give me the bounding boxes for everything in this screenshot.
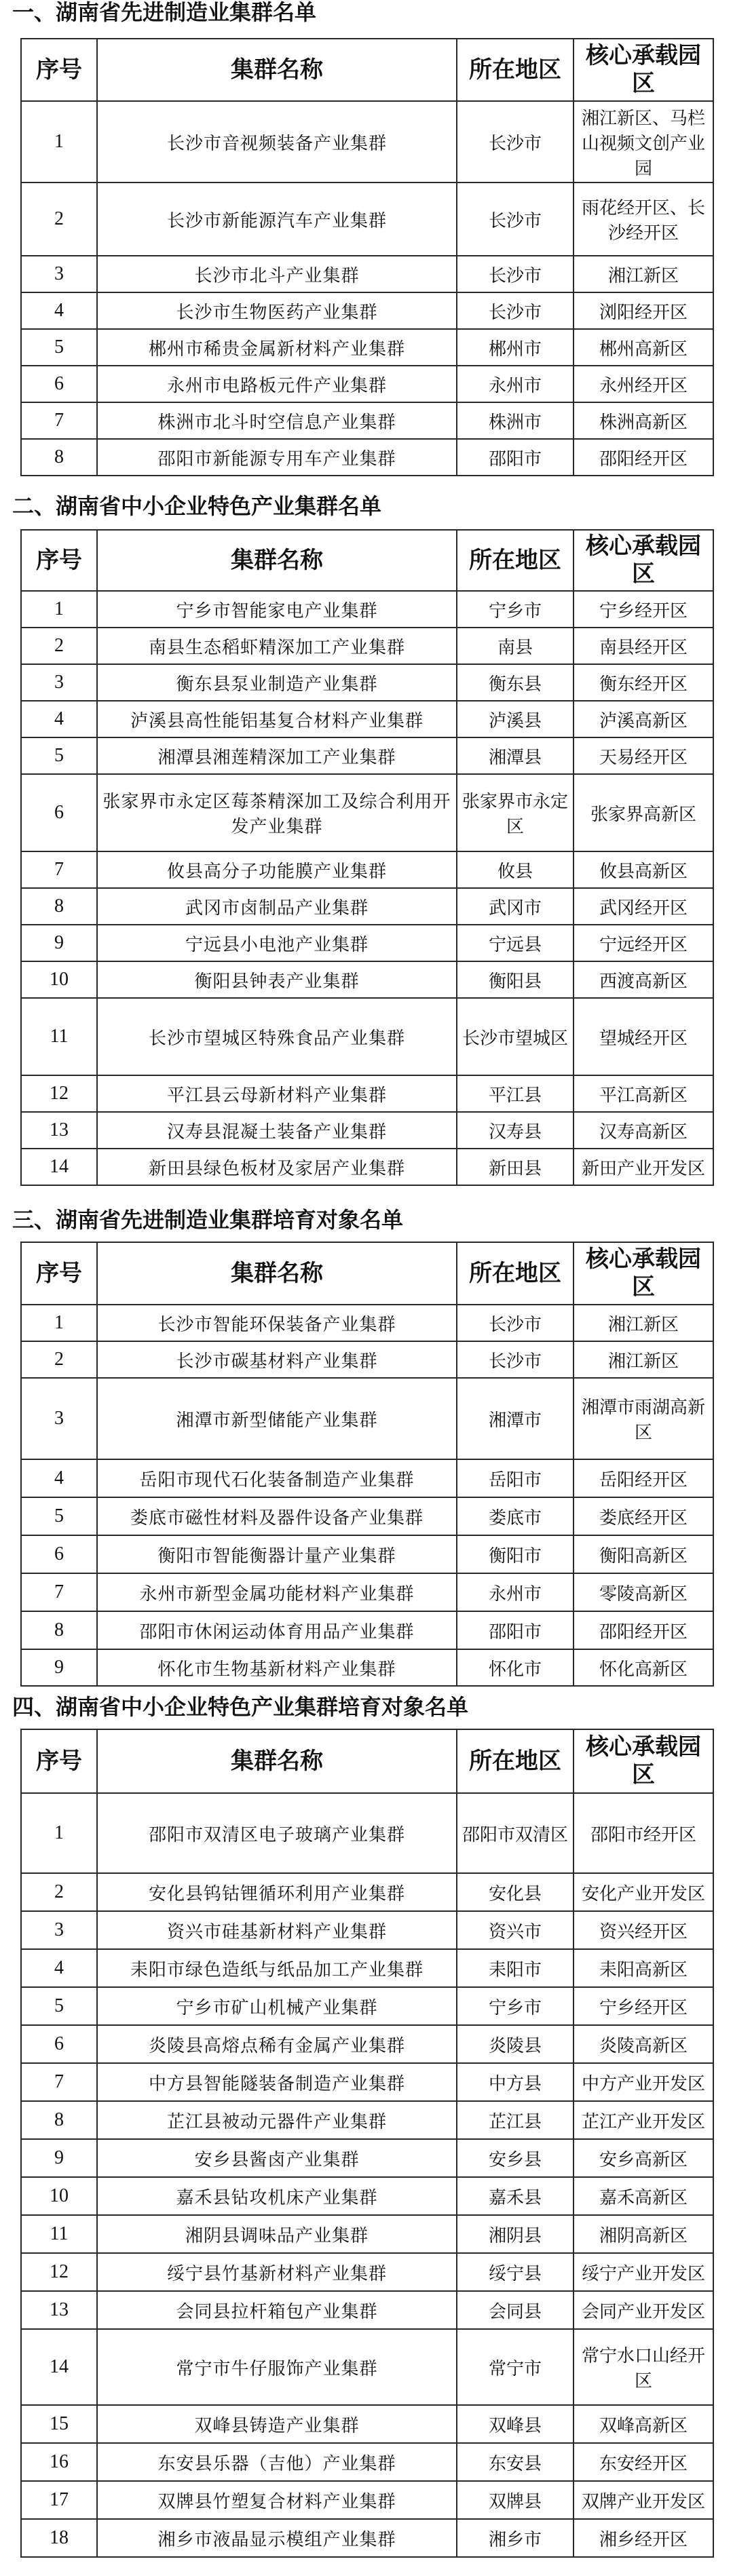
row-park: 常宁水口山经开区 bbox=[574, 2329, 713, 2405]
row-seq: 6 bbox=[21, 2025, 97, 2063]
row-seq: 16 bbox=[21, 2443, 97, 2481]
row-name: 长沙市生物医药产业集群 bbox=[97, 292, 457, 329]
row-seq: 13 bbox=[21, 1112, 97, 1149]
row-name: 新田县绿色板材及家居产业集群 bbox=[97, 1149, 457, 1185]
header-name: 集群名称 bbox=[97, 1729, 457, 1793]
row-seq: 4 bbox=[21, 701, 97, 737]
row-name: 邵阳市新能源专用车产业集群 bbox=[97, 439, 457, 476]
row-name: 双峰县铸造产业集群 bbox=[97, 2405, 457, 2443]
table-row bbox=[21, 2177, 713, 2215]
row-seq: 2 bbox=[21, 1873, 97, 1911]
row-region: 双牌县 bbox=[457, 2481, 574, 2519]
row-name: 衡阳县钟表产业集群 bbox=[97, 961, 457, 998]
row-name: 东安县乐器（吉他）产业集群 bbox=[97, 2443, 457, 2481]
row-seq: 3 bbox=[21, 1911, 97, 1949]
row-region: 会同县 bbox=[457, 2291, 574, 2329]
row-region: 邵阳市 bbox=[457, 439, 574, 476]
table-row bbox=[21, 2063, 713, 2101]
table-row bbox=[21, 2215, 713, 2253]
cluster-table bbox=[20, 1242, 714, 1687]
row-seq: 6 bbox=[21, 366, 97, 402]
row-name: 邵阳市双清区电子玻璃产业集群 bbox=[97, 1793, 457, 1873]
row-name: 永州市新型金属功能材料产业集群 bbox=[97, 1573, 457, 1611]
row-name: 安乡县酱卤产业集群 bbox=[97, 2139, 457, 2177]
table-row bbox=[21, 1793, 713, 1873]
row-seq: 7 bbox=[21, 851, 97, 888]
row-name: 炎陵县高熔点稀有金属产业集群 bbox=[97, 2025, 457, 2063]
row-seq: 8 bbox=[21, 888, 97, 925]
table-row bbox=[21, 402, 713, 439]
row-name: 衡东县泵业制造产业集群 bbox=[97, 664, 457, 701]
row-region: 长沙市 bbox=[457, 1305, 574, 1341]
row-park: 雨花经开区、长沙经开区 bbox=[574, 182, 713, 256]
row-name: 武冈市卤制品产业集群 bbox=[97, 888, 457, 925]
cluster-table bbox=[20, 529, 714, 1186]
row-park: 汉寿高新区 bbox=[574, 1112, 713, 1149]
row-seq: 13 bbox=[21, 2291, 97, 2329]
row-park: 绥宁产业开发区 bbox=[574, 2253, 713, 2291]
row-park: 湘江新区 bbox=[574, 1305, 713, 1341]
row-name: 长沙市音视频装备产业集群 bbox=[97, 101, 457, 182]
row-seq: 1 bbox=[21, 591, 97, 628]
row-region: 永州市 bbox=[457, 1573, 574, 1611]
table-row bbox=[21, 1649, 713, 1686]
table-row bbox=[21, 1075, 713, 1112]
row-name: 岳阳市现代石化装备制造产业集群 bbox=[97, 1459, 457, 1497]
table-row bbox=[21, 1573, 713, 1611]
row-region: 耒阳市 bbox=[457, 1949, 574, 1987]
table-row bbox=[21, 182, 713, 256]
row-region: 长沙市 bbox=[457, 256, 574, 292]
row-park: 芷江产业开发区 bbox=[574, 2101, 713, 2139]
row-name: 安化县钨钴锂循环利用产业集群 bbox=[97, 1873, 457, 1911]
row-seq: 3 bbox=[21, 664, 97, 701]
row-region: 武冈市 bbox=[457, 888, 574, 925]
row-region: 娄底市 bbox=[457, 1497, 574, 1535]
row-seq: 9 bbox=[21, 1649, 97, 1686]
row-region: 绥宁县 bbox=[457, 2253, 574, 2291]
row-park: 湘阴高新区 bbox=[574, 2215, 713, 2253]
row-park: 新田产业开发区 bbox=[574, 1149, 713, 1185]
row-region: 岳阳市 bbox=[457, 1459, 574, 1497]
row-name: 湘乡市液晶显示模组产业集群 bbox=[97, 2519, 457, 2557]
row-seq: 1 bbox=[21, 1305, 97, 1341]
row-name: 嘉禾县钻攻机床产业集群 bbox=[97, 2177, 457, 2215]
row-seq: 5 bbox=[21, 737, 97, 774]
table-row bbox=[21, 925, 713, 961]
row-name: 株洲市北斗时空信息产业集群 bbox=[97, 402, 457, 439]
row-region: 宁乡市 bbox=[457, 1987, 574, 2025]
header-seq: 序号 bbox=[21, 1729, 97, 1793]
cluster-table bbox=[20, 1729, 714, 2558]
row-park: 衡东经开区 bbox=[574, 664, 713, 701]
cluster-table bbox=[20, 38, 714, 476]
row-name: 泸溪县高性能铝基复合材料产业集群 bbox=[97, 701, 457, 737]
row-park: 邵阳经开区 bbox=[574, 1611, 713, 1649]
header-name: 集群名称 bbox=[97, 39, 457, 101]
row-park: 浏阳经开区 bbox=[574, 292, 713, 329]
row-seq: 14 bbox=[21, 1149, 97, 1185]
row-seq: 11 bbox=[21, 998, 97, 1075]
row-seq: 5 bbox=[21, 1497, 97, 1535]
header-region: 所在地区 bbox=[457, 39, 574, 101]
row-seq: 7 bbox=[21, 2063, 97, 2101]
row-seq: 2 bbox=[21, 1341, 97, 1378]
row-seq: 2 bbox=[21, 182, 97, 256]
row-region: 新田县 bbox=[457, 1149, 574, 1185]
row-park: 双牌产业开发区 bbox=[574, 2481, 713, 2519]
row-seq: 12 bbox=[21, 1075, 97, 1112]
row-park: 湘乡经开区 bbox=[574, 2519, 713, 2557]
row-park: 湘江新区 bbox=[574, 1341, 713, 1378]
row-seq: 10 bbox=[21, 961, 97, 998]
row-region: 资兴市 bbox=[457, 1911, 574, 1949]
table-row bbox=[21, 628, 713, 664]
row-name: 南县生态稻虾精深加工产业集群 bbox=[97, 628, 457, 664]
row-region: 邵阳市 bbox=[457, 1611, 574, 1649]
table-row bbox=[21, 961, 713, 998]
row-region: 衡阳县 bbox=[457, 961, 574, 998]
row-name: 湘阴县调味品产业集群 bbox=[97, 2215, 457, 2253]
table-row bbox=[21, 2291, 713, 2329]
header-park: 核心承载园区 bbox=[574, 39, 713, 101]
row-park: 宁乡经开区 bbox=[574, 1987, 713, 2025]
row-park: 永州经开区 bbox=[574, 366, 713, 402]
header-seq: 序号 bbox=[21, 1242, 97, 1305]
row-seq: 18 bbox=[21, 2519, 97, 2557]
row-name: 怀化市生物基新材料产业集群 bbox=[97, 1649, 457, 1686]
row-park: 岳阳经开区 bbox=[574, 1459, 713, 1497]
section-title: 三、湖南省先进制造业集群培育对象名单 bbox=[12, 1207, 404, 1233]
table-row bbox=[21, 1911, 713, 1949]
row-name: 湘潭县湘莲精深加工产业集群 bbox=[97, 737, 457, 774]
row-name: 宁乡市智能家电产业集群 bbox=[97, 591, 457, 628]
row-seq: 5 bbox=[21, 329, 97, 366]
row-region: 南县 bbox=[457, 628, 574, 664]
row-seq: 9 bbox=[21, 2139, 97, 2177]
row-region: 永州市 bbox=[457, 366, 574, 402]
table-row bbox=[21, 591, 713, 628]
row-seq: 11 bbox=[21, 2215, 97, 2253]
table-row bbox=[21, 2139, 713, 2177]
row-park: 株洲高新区 bbox=[574, 402, 713, 439]
header-park: 核心承载园区 bbox=[574, 1242, 713, 1305]
row-name: 邵阳市休闲运动体育用品产业集群 bbox=[97, 1611, 457, 1649]
header-region: 所在地区 bbox=[457, 1242, 574, 1305]
table-row bbox=[21, 2443, 713, 2481]
row-name: 绥宁县竹基新材料产业集群 bbox=[97, 2253, 457, 2291]
row-park: 湘江新区、马栏山视频文创产业园 bbox=[574, 101, 713, 182]
row-region: 张家界市永定区 bbox=[457, 774, 574, 851]
row-seq: 1 bbox=[21, 101, 97, 182]
row-park: 望城经开区 bbox=[574, 998, 713, 1075]
row-name: 张家界市永定区莓茶精深加工及综合利用开发产业集群 bbox=[97, 774, 457, 851]
row-park: 嘉禾高新区 bbox=[574, 2177, 713, 2215]
row-region: 邵阳市双清区 bbox=[457, 1793, 574, 1873]
row-park: 西渡高新区 bbox=[574, 961, 713, 998]
row-park: 邵阳市经开区 bbox=[574, 1793, 713, 1873]
row-seq: 3 bbox=[21, 256, 97, 292]
row-seq: 17 bbox=[21, 2481, 97, 2519]
row-park: 东安经开区 bbox=[574, 2443, 713, 2481]
row-park: 南县经开区 bbox=[574, 628, 713, 664]
row-seq: 10 bbox=[21, 2177, 97, 2215]
table-row bbox=[21, 101, 713, 182]
row-seq: 8 bbox=[21, 2101, 97, 2139]
table-row bbox=[21, 292, 713, 329]
row-region: 郴州市 bbox=[457, 329, 574, 366]
row-name: 会同县拉杆箱包产业集群 bbox=[97, 2291, 457, 2329]
row-seq: 8 bbox=[21, 1611, 97, 1649]
header-park: 核心承载园区 bbox=[574, 530, 713, 591]
table-row bbox=[21, 1378, 713, 1459]
row-region: 东安县 bbox=[457, 2443, 574, 2481]
row-park: 天易经开区 bbox=[574, 737, 713, 774]
row-park: 资兴经开区 bbox=[574, 1911, 713, 1949]
row-park: 郴州高新区 bbox=[574, 329, 713, 366]
row-name: 郴州市稀贵金属新材料产业集群 bbox=[97, 329, 457, 366]
row-region: 长沙市望城区 bbox=[457, 998, 574, 1075]
row-region: 湘阴县 bbox=[457, 2215, 574, 2253]
row-park: 怀化高新区 bbox=[574, 1649, 713, 1686]
row-region: 宁乡市 bbox=[457, 591, 574, 628]
row-park: 耒阳高新区 bbox=[574, 1949, 713, 1987]
header-region: 所在地区 bbox=[457, 1729, 574, 1793]
row-region: 汉寿县 bbox=[457, 1112, 574, 1149]
header-name: 集群名称 bbox=[97, 1242, 457, 1305]
row-seq: 2 bbox=[21, 628, 97, 664]
row-seq: 4 bbox=[21, 1459, 97, 1497]
row-region: 长沙市 bbox=[457, 182, 574, 256]
row-name: 长沙市北斗产业集群 bbox=[97, 256, 457, 292]
row-name: 长沙市智能环保装备产业集群 bbox=[97, 1305, 457, 1341]
row-region: 湘乡市 bbox=[457, 2519, 574, 2557]
row-park: 平江高新区 bbox=[574, 1075, 713, 1112]
row-region: 安乡县 bbox=[457, 2139, 574, 2177]
row-region: 湘潭市 bbox=[457, 1378, 574, 1459]
row-park: 安乡高新区 bbox=[574, 2139, 713, 2177]
row-name: 平江县云母新材料产业集群 bbox=[97, 1075, 457, 1112]
row-park: 会同产业开发区 bbox=[574, 2291, 713, 2329]
row-seq: 9 bbox=[21, 925, 97, 961]
table-row bbox=[21, 2519, 713, 2557]
table-row bbox=[21, 2101, 713, 2139]
table-row bbox=[21, 1611, 713, 1649]
table-row bbox=[21, 1459, 713, 1497]
header-name: 集群名称 bbox=[97, 530, 457, 591]
header-region: 所在地区 bbox=[457, 530, 574, 591]
row-park: 双峰高新区 bbox=[574, 2405, 713, 2443]
row-park: 武冈经开区 bbox=[574, 888, 713, 925]
row-name: 娄底市磁性材料及器件设备产业集群 bbox=[97, 1497, 457, 1535]
table-row bbox=[21, 329, 713, 366]
row-seq: 7 bbox=[21, 402, 97, 439]
row-region: 中方县 bbox=[457, 2063, 574, 2101]
section-title: 一、湖南省先进制造业集群名单 bbox=[12, 0, 317, 25]
row-name: 耒阳市绿色造纸与纸品加工产业集群 bbox=[97, 1949, 457, 1987]
section-title: 四、湖南省中小企业特色产业集群培育对象名单 bbox=[12, 1694, 469, 1720]
table-row bbox=[21, 664, 713, 701]
table-row bbox=[21, 439, 713, 476]
row-name: 衡阳市智能衡器计量产业集群 bbox=[97, 1535, 457, 1573]
row-seq: 12 bbox=[21, 2253, 97, 2291]
table-row bbox=[21, 2481, 713, 2519]
table-row bbox=[21, 1535, 713, 1573]
row-seq: 14 bbox=[21, 2329, 97, 2405]
row-name: 双牌县竹塑复合材料产业集群 bbox=[97, 2481, 457, 2519]
row-region: 双峰县 bbox=[457, 2405, 574, 2443]
row-park: 张家界高新区 bbox=[574, 774, 713, 851]
row-name: 常宁市牛仔服饰产业集群 bbox=[97, 2329, 457, 2405]
table-row bbox=[21, 1149, 713, 1185]
row-seq: 7 bbox=[21, 1573, 97, 1611]
table-row bbox=[21, 737, 713, 774]
row-region: 湘潭县 bbox=[457, 737, 574, 774]
row-name: 攸县高分子功能膜产业集群 bbox=[97, 851, 457, 888]
row-region: 攸县 bbox=[457, 851, 574, 888]
row-region: 株洲市 bbox=[457, 402, 574, 439]
row-park: 宁乡经开区 bbox=[574, 591, 713, 628]
row-region: 平江县 bbox=[457, 1075, 574, 1112]
row-name: 资兴市硅基新材料产业集群 bbox=[97, 1911, 457, 1949]
table-row bbox=[21, 2329, 713, 2405]
row-region: 衡阳市 bbox=[457, 1535, 574, 1573]
table-row bbox=[21, 2253, 713, 2291]
row-seq: 4 bbox=[21, 1949, 97, 1987]
header-park: 核心承载园区 bbox=[574, 1729, 713, 1793]
row-region: 安化县 bbox=[457, 1873, 574, 1911]
row-name: 长沙市望城区特殊食品产业集群 bbox=[97, 998, 457, 1075]
row-name: 长沙市新能源汽车产业集群 bbox=[97, 182, 457, 256]
row-name: 长沙市碳基材料产业集群 bbox=[97, 1341, 457, 1378]
row-seq: 3 bbox=[21, 1378, 97, 1459]
row-region: 长沙市 bbox=[457, 1341, 574, 1378]
row-park: 安化产业开发区 bbox=[574, 1873, 713, 1911]
row-name: 汉寿县混凝土装备产业集群 bbox=[97, 1112, 457, 1149]
row-park: 泸溪高新区 bbox=[574, 701, 713, 737]
row-park: 零陵高新区 bbox=[574, 1573, 713, 1611]
table-row bbox=[21, 2405, 713, 2443]
table-row bbox=[21, 1949, 713, 1987]
table-row bbox=[21, 1497, 713, 1535]
table-row bbox=[21, 1112, 713, 1149]
header-seq: 序号 bbox=[21, 530, 97, 591]
row-seq: 4 bbox=[21, 292, 97, 329]
row-seq: 8 bbox=[21, 439, 97, 476]
row-park: 湘江新区 bbox=[574, 256, 713, 292]
row-seq: 1 bbox=[21, 1793, 97, 1873]
row-region: 炎陵县 bbox=[457, 2025, 574, 2063]
row-park: 中方产业开发区 bbox=[574, 2063, 713, 2101]
row-region: 怀化市 bbox=[457, 1649, 574, 1686]
row-name: 永州市电路板元件产业集群 bbox=[97, 366, 457, 402]
table-row bbox=[21, 998, 713, 1075]
row-seq: 6 bbox=[21, 774, 97, 851]
row-park: 攸县高新区 bbox=[574, 851, 713, 888]
row-region: 长沙市 bbox=[457, 292, 574, 329]
table-row bbox=[21, 701, 713, 737]
table-row bbox=[21, 851, 713, 888]
row-region: 泸溪县 bbox=[457, 701, 574, 737]
table-row bbox=[21, 774, 713, 851]
row-park: 炎陵高新区 bbox=[574, 2025, 713, 2063]
row-region: 芷江县 bbox=[457, 2101, 574, 2139]
table-row bbox=[21, 1305, 713, 1341]
table-row bbox=[21, 366, 713, 402]
table-row bbox=[21, 2025, 713, 2063]
header-seq: 序号 bbox=[21, 39, 97, 101]
row-name: 中方县智能隧装备制造产业集群 bbox=[97, 2063, 457, 2101]
table-row bbox=[21, 1987, 713, 2025]
table-row bbox=[21, 1341, 713, 1378]
table-row bbox=[21, 256, 713, 292]
row-seq: 5 bbox=[21, 1987, 97, 2025]
row-region: 嘉禾县 bbox=[457, 2177, 574, 2215]
table-row bbox=[21, 1873, 713, 1911]
row-park: 宁远经开区 bbox=[574, 925, 713, 961]
row-region: 长沙市 bbox=[457, 101, 574, 182]
row-name: 宁乡市矿山机械产业集群 bbox=[97, 1987, 457, 2025]
row-name: 湘潭市新型储能产业集群 bbox=[97, 1378, 457, 1459]
row-park: 衡阳高新区 bbox=[574, 1535, 713, 1573]
row-name: 芷江县被动元器件产业集群 bbox=[97, 2101, 457, 2139]
row-region: 衡东县 bbox=[457, 664, 574, 701]
row-park: 娄底经开区 bbox=[574, 1497, 713, 1535]
row-park: 邵阳经开区 bbox=[574, 439, 713, 476]
row-seq: 6 bbox=[21, 1535, 97, 1573]
row-region: 宁远县 bbox=[457, 925, 574, 961]
section-title: 二、湖南省中小企业特色产业集群名单 bbox=[12, 493, 382, 519]
table-row bbox=[21, 888, 713, 925]
row-region: 常宁市 bbox=[457, 2329, 574, 2405]
row-name: 宁远县小电池产业集群 bbox=[97, 925, 457, 961]
row-park: 湘潭市雨湖高新区 bbox=[574, 1378, 713, 1459]
row-seq: 15 bbox=[21, 2405, 97, 2443]
